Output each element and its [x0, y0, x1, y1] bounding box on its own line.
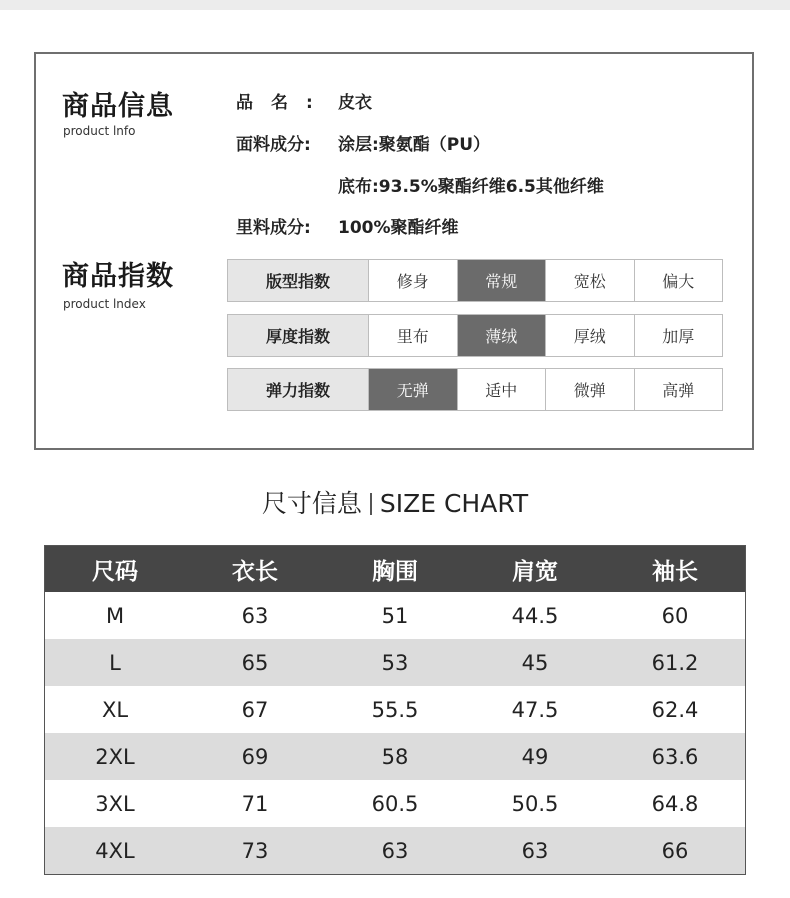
- table-cell: 3XL: [95, 791, 135, 816]
- table-cell: 60: [661, 603, 689, 628]
- info-row-fabric: [236, 130, 490, 155]
- table-cell: 62.4: [651, 697, 699, 722]
- table-cell: 69: [241, 744, 269, 769]
- fabric-label: 面料成分:: [236, 135, 311, 155]
- table-cell: 63: [381, 838, 409, 863]
- index-option: 偏大: [634, 260, 723, 301]
- index-option: 修身: [368, 260, 457, 301]
- table-cell: 61.2: [651, 650, 699, 675]
- info-row-lining: [236, 213, 459, 238]
- table-cell: 65: [241, 650, 269, 675]
- table-cell: 44.5: [511, 603, 559, 628]
- size-title-cn: 尺寸信息: [261, 489, 362, 518]
- fabric-value-1: 涂层:聚氨酯（PU）: [338, 135, 491, 155]
- table-cell: 63.6: [651, 744, 699, 769]
- header-cell: 尺码: [92, 558, 138, 585]
- index-row: [227, 259, 723, 302]
- table-row: [45, 592, 745, 639]
- table-cell: 66: [661, 838, 689, 863]
- index-option: 宽松: [545, 260, 634, 301]
- size-title-en: SIZE CHART: [379, 489, 529, 518]
- index-option-selected: 无弹: [368, 369, 457, 410]
- header-cell: 衣长: [232, 558, 278, 585]
- table-cell: L: [109, 650, 121, 675]
- index-row-label: 弹力指数: [228, 369, 368, 410]
- table-row: [45, 686, 745, 733]
- lining-value: 100%聚酯纤维: [338, 218, 459, 238]
- product-index-subtitle: product lndex: [63, 297, 146, 311]
- name-label: 品名:: [236, 93, 331, 113]
- table-cell: 58: [381, 744, 409, 769]
- table-cell: 63: [241, 603, 269, 628]
- index-option: 加厚: [634, 315, 723, 356]
- index-option: 高弹: [634, 369, 723, 410]
- table-row: [45, 733, 745, 780]
- table-cell: 73: [241, 838, 269, 863]
- index-row: [227, 314, 723, 357]
- index-option-selected: 常规: [457, 260, 546, 301]
- header-cell: 肩宽: [512, 558, 558, 585]
- table-cell: 64.8: [651, 791, 699, 816]
- index-row-label: 版型指数: [228, 260, 368, 301]
- index-row: [227, 368, 723, 411]
- product-index-title: 商品指数: [62, 261, 174, 292]
- index-option: 厚绒: [545, 315, 634, 356]
- product-info-title: 商品信息: [62, 91, 174, 122]
- size-table: [44, 545, 746, 875]
- table-cell: 60.5: [371, 791, 419, 816]
- header-cell: 袖长: [652, 558, 698, 585]
- table-cell: 51: [381, 603, 409, 628]
- table-cell: 67: [241, 697, 269, 722]
- name-value: 皮衣: [338, 93, 372, 113]
- table-cell: 49: [521, 744, 549, 769]
- table-cell: 63: [521, 838, 549, 863]
- table-cell: 47.5: [511, 697, 559, 722]
- index-option: 适中: [457, 369, 546, 410]
- table-cell: 71: [241, 791, 269, 816]
- table-row: [45, 827, 745, 874]
- table-cell: 4XL: [95, 838, 135, 863]
- fabric-value-2: 底布:93.5%聚酯纤维6.5其他纤维: [338, 177, 604, 197]
- table-header: [45, 546, 745, 592]
- table-cell: 55.5: [371, 697, 419, 722]
- table-row: [45, 780, 745, 827]
- index-row-label: 厚度指数: [228, 315, 368, 356]
- size-chart-title: [0, 484, 790, 520]
- info-row-name: [236, 88, 372, 113]
- title-divider: [370, 493, 372, 515]
- index-option-selected: 薄绒: [457, 315, 546, 356]
- product-info-panel: [34, 52, 754, 450]
- table-cell: 2XL: [95, 744, 135, 769]
- table-row: [45, 639, 745, 686]
- top-strip: [0, 0, 790, 10]
- index-option: 里布: [368, 315, 457, 356]
- table-cell: 53: [381, 650, 409, 675]
- lining-label: 里料成分:: [236, 218, 311, 238]
- table-cell: XL: [101, 697, 129, 722]
- header-cell: 胸围: [372, 558, 418, 585]
- info-row-fabric-2: [236, 172, 604, 197]
- product-info-subtitle: product lnfo: [63, 124, 136, 138]
- table-cell: 50.5: [511, 791, 559, 816]
- index-option: 微弹: [545, 369, 634, 410]
- table-cell: M: [105, 603, 125, 628]
- table-cell: 45: [521, 650, 549, 675]
